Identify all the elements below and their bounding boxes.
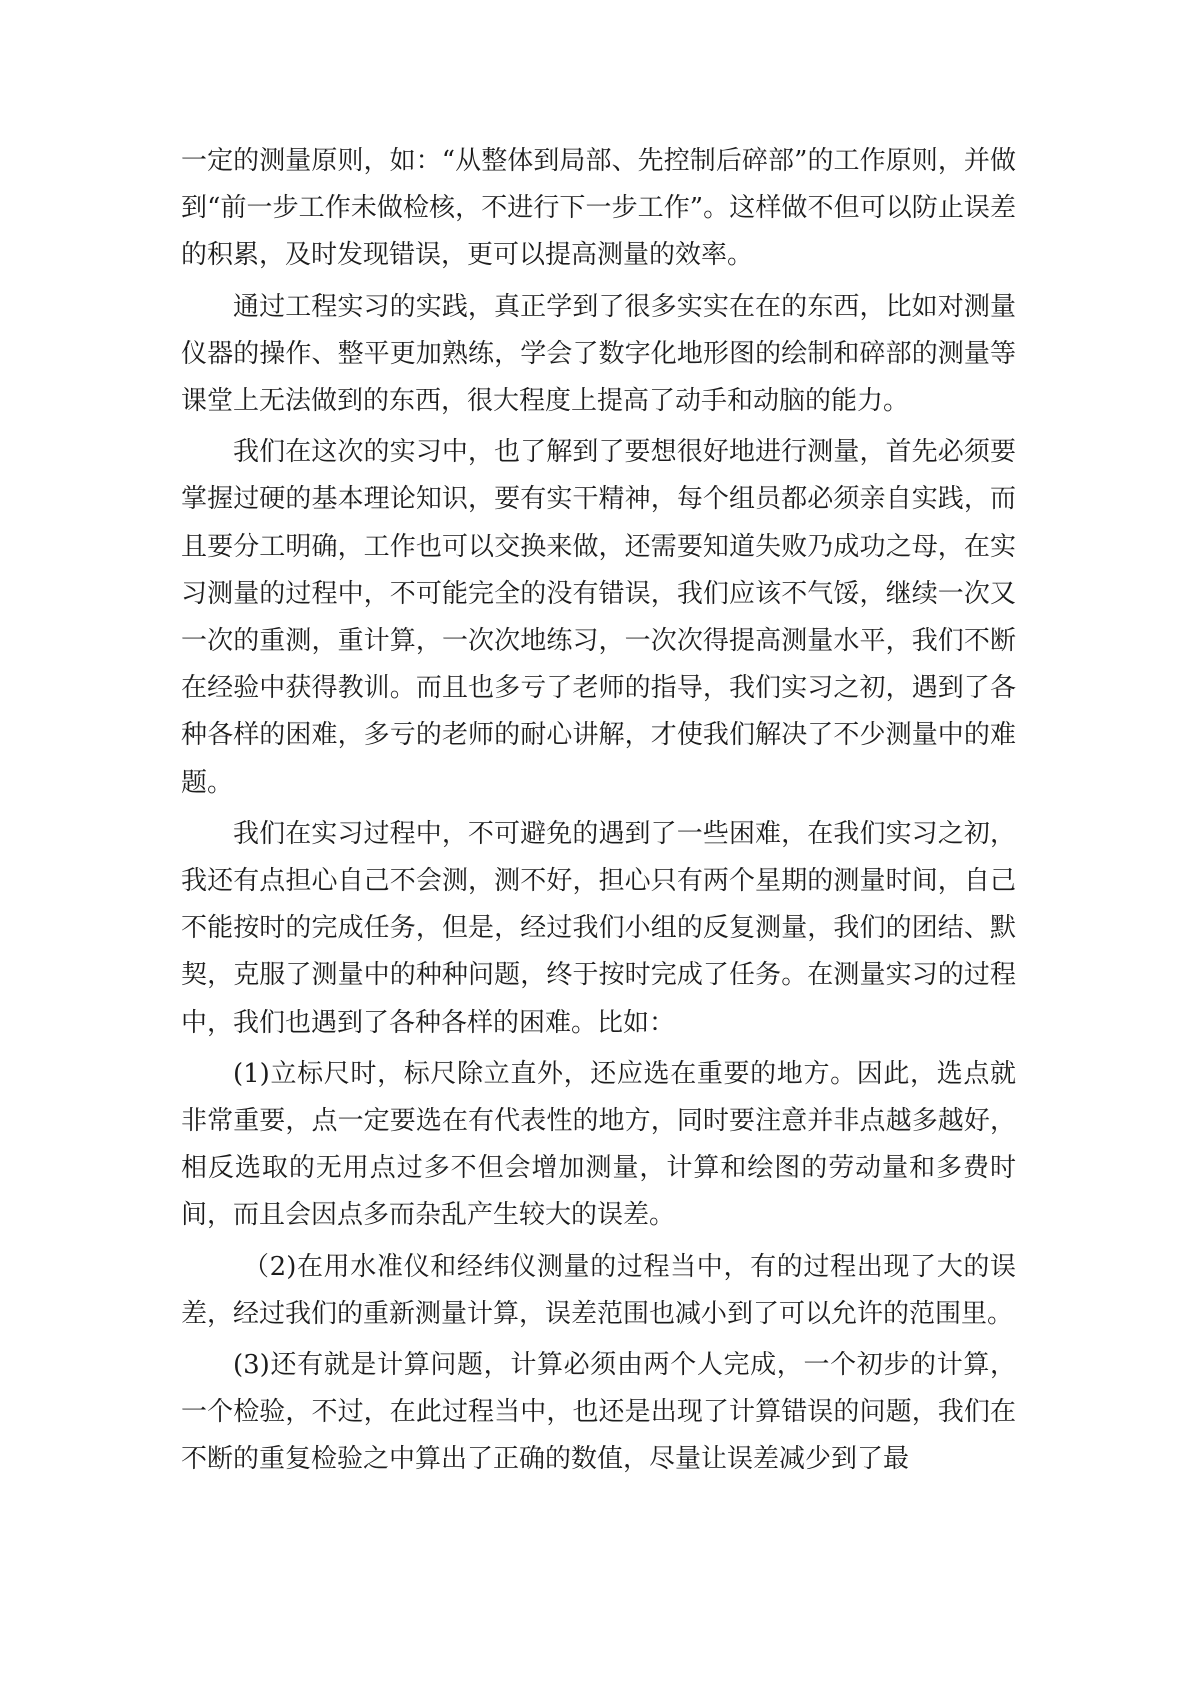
- paragraph-item-2: （2)在用水准仪和经纬仪测量的过程当中，有的过程出现了大的误差，经过我们的重新测量计算，误差范围也减小到了可以允许的范围里。: [181, 1251, 1016, 1329]
- paragraph-measurement-principles: 一定的测量原则，如：“从整体到局部、先控制后碎部”的工作原则，并做到“前一步工作未做检核，不进行下一步工作”。这样做不但可以防止误差的积累，及时发现错误，更可以提高测量的效率。: [181, 146, 1016, 271]
- paragraph-internship-lessons: 我们在这次的实习中，也了解到了要想很好地进行测量，首先必须要掌握过硬的基本理论知识，要有实干精神，每个组员都必须亲自实践，而且要分工明确，工作也可以交换来做，还需要知道失败乃成功之母，在实习测量的过程中，不可能完全的没有错误，我们应该不气馁，继续一次又一次的重测，重计算，一次次地练习，一次次得提高测量水平，我们不断在经验中获得教训。而且也多亏了老师的指导，我们实习之初，遇到了各种各样的困难，多亏的老师的耐心讲解，才使我们解决了不少测量中的难题。: [181, 437, 1016, 798]
- paragraph-item-1: (1)立标尺时，标尺除立直外，还应选在重要的地方。因此，选点就非常重要，点一定要选在有代表性的地方，同时要注意并非点越多越好，相反选取的无用点过多不但会增加测量，计算和绘图的劳动量和多费时间，而且会因点多而杂乱产生较大的误差。: [181, 1058, 1016, 1231]
- document-body: [181, 138, 1016, 1488]
- paragraph-internship-practice: 通过工程实习的实践，真正学到了很多实实在在的东西，比如对测量仪器的操作、整平更加熟练，学会了数字化地形图的绘制和碎部的测量等课堂上无法做到的东西，很大程度上提高了动手和动脑的能力。: [181, 291, 1016, 417]
- paragraph-item-3: (3)还有就是计算问题，计算必须由两个人完成，一个初步的计算，一个检验，不过，在此过程当中，也还是出现了计算错误的问题，我们在不断的重复检验之中算出了正确的数值，尽量让误差减少到了最: [181, 1350, 1016, 1475]
- paragraph-difficulties: 我们在实习过程中，不可避免的遇到了一些困难，在我们实习之初，我还有点担心自己不会测，测不好，担心只有两个星期的测量时间，自己不能按时的完成任务，但是，经过我们小组的反复测量，我们的团结、默契，克服了测量中的种种问题，终于按时完成了任务。在测量实习的过程中，我们也遇到了各种各样的困难。比如：: [181, 818, 1016, 1038]
